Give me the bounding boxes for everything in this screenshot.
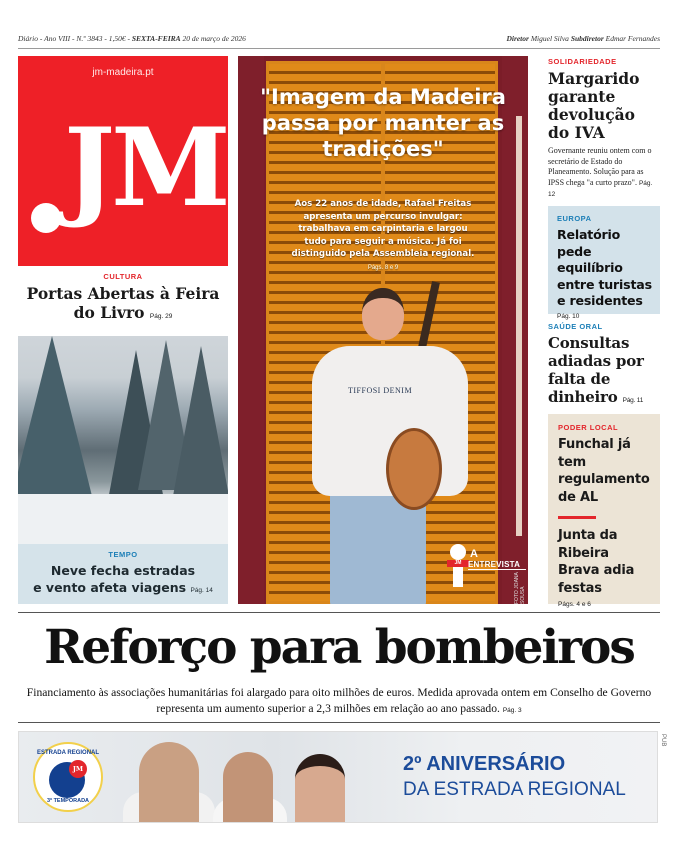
advertisement-banner[interactable] xyxy=(18,731,658,823)
snowy-ground xyxy=(18,494,228,544)
photo-credit: FOTO JOANA SOUSA xyxy=(514,572,526,604)
pub-label: PUB xyxy=(660,734,666,747)
editorial-staff: Diretor Miguel Silva Subdiretor Edmar Fernandes xyxy=(506,34,660,43)
masthead-logo[interactable] xyxy=(18,56,228,266)
feature-story[interactable] xyxy=(238,56,528,604)
feature-quote-headline: "Imagem da Madeira passa por manter as tradições" xyxy=(260,85,506,161)
section-kicker: SOLIDARIEDADE xyxy=(548,57,617,66)
person-shape xyxy=(139,742,199,823)
main-headline[interactable]: Reforço para bombeiros xyxy=(44,620,634,675)
page-ref: Pág. 29 xyxy=(149,313,173,320)
tree-shape xyxy=(173,346,228,496)
section-kicker: EUROPA xyxy=(557,214,592,223)
sweater-print: TIFFOSI DENIM xyxy=(348,386,413,395)
issue-info: Diário - Ano VIII - N.º 3843 - 1,50€ - SEXTA-FEIRA 20 de março de 2026 xyxy=(18,34,246,43)
teaser-tempo[interactable] xyxy=(18,544,228,604)
teaser-headline: Portas Abertas à Feira do Livro Pág. 29 xyxy=(26,284,220,322)
section-kicker: TEMPO xyxy=(108,550,138,559)
page-ref: Pág. 11 xyxy=(622,397,644,404)
ad-title: 2º ANIVERSÁRIO xyxy=(403,753,566,775)
estrada-regional-badge-icon: ESTRADA REGIONAL JM 3ª TEMPORADA xyxy=(33,742,103,812)
snow-photo[interactable] xyxy=(18,336,228,544)
logo-dot-icon xyxy=(31,203,61,233)
teaser-europa[interactable] xyxy=(548,206,660,320)
entrevista-badge: JM A ENTREVISTA xyxy=(446,544,522,594)
teaser-headline: Neve fecha estradas e vento afeta viagens Pág. 14 xyxy=(33,563,213,595)
teaser-poder-local[interactable] xyxy=(548,414,660,608)
issue-meta-bar xyxy=(18,34,660,46)
page-ref: Pág. 14 xyxy=(190,587,213,594)
teaser-body: Governante reuniu ontem com o secretário de Estado do Planeamento. Solução para as IPSS chega "a curto prazo". Pág. 12 xyxy=(548,146,653,198)
tree-shape xyxy=(18,336,92,496)
logo-text: JM xyxy=(64,105,227,231)
section-kicker: PODER LOCAL xyxy=(558,423,619,432)
ad-subtitle: DA ESTRADA REGIONAL xyxy=(403,779,626,800)
teaser-headline: Consultas adiadas por falta de dinheiro Pág. 11 xyxy=(548,334,644,406)
person-shape xyxy=(295,754,345,823)
page-ref: Págs. 8 e 9 xyxy=(367,264,399,271)
site-url[interactable]: jm-madeira.pt xyxy=(92,67,154,78)
page-ref: Págs. 4 e 6 xyxy=(558,601,591,608)
page-ref: Pág. 10 xyxy=(557,312,580,320)
teaser-headline: Relatório pede equilíbrio entre turistas e residentes xyxy=(557,227,652,308)
microphone-handle xyxy=(453,567,463,587)
pilaster xyxy=(516,116,522,536)
page-ref: Pág. 12 xyxy=(548,179,653,198)
page-ref: Pág. 3 xyxy=(502,706,522,714)
ad-photo xyxy=(119,732,319,823)
teaser-saude-oral[interactable] xyxy=(548,322,660,410)
main-subheadline: Financiamento às associações humanitárias foi alargado para oito milhões de euros. Medida aprovada ontem em Conselho de Governo representa um aumento superior a 2,3 milhões em relação ao ano passado. Pág. 3 xyxy=(26,686,652,715)
person-shape xyxy=(223,752,273,823)
teaser-headline: Funchal já tem regulamento de AL xyxy=(558,437,650,505)
teaser-headline: Margarido garante devolução do IVA xyxy=(548,69,640,142)
face xyxy=(362,288,404,340)
divider xyxy=(18,722,660,723)
guitar-icon xyxy=(386,428,442,510)
teaser-headline: Junta da Ribeira Brava adia festas xyxy=(558,528,635,596)
divider xyxy=(18,48,660,49)
divider xyxy=(558,516,596,519)
section-kicker: CULTURA xyxy=(103,272,143,281)
section-kicker: SAÚDE ORAL xyxy=(548,322,603,331)
teaser-cultura[interactable] xyxy=(18,272,228,326)
divider xyxy=(18,612,660,613)
feature-lede: Aos 22 anos de idade, Rafael Freitas apresenta um percurso invulgar: trabalhava em carpintaria e largou tudo para seguir a música. Já foi distinguido pela Assembleia regional. Págs. 8 e 9 xyxy=(291,199,475,271)
teaser-solidariedade[interactable] xyxy=(548,57,660,201)
microphone-icon xyxy=(450,544,466,560)
